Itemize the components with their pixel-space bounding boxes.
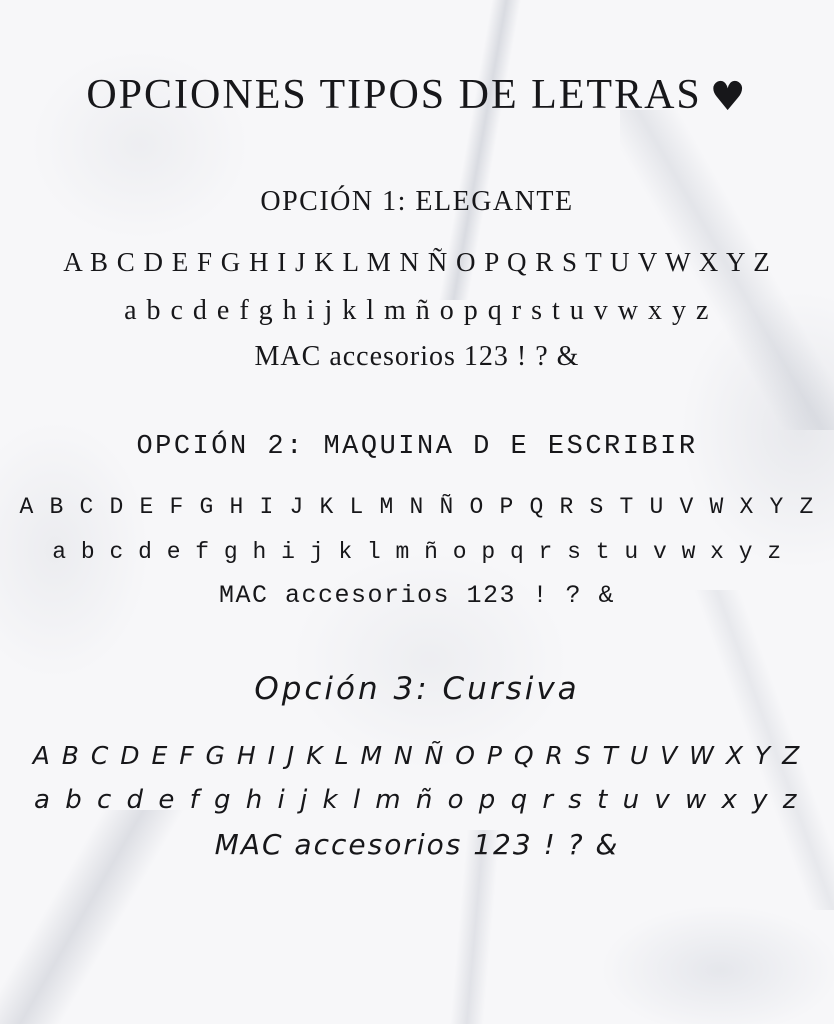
uppercase-alphabet-elegante: A B C D E F G H I J K L M N Ñ O P Q R S T U V W X Y Z [63, 247, 771, 277]
sample-text-cursiva: MAC accesorios 123 ! ? & [214, 827, 620, 861]
lowercase-alphabet-maquina: a b c d e f g h i j k l m ñ o p q r s t u v w x y z [52, 539, 782, 566]
uppercase-alphabet-cursiva: A B C D E F G H I J K L M N Ñ O P Q R S T U V W X Y Z [32, 740, 802, 770]
section-maquina-de-escribir [0, 432, 834, 611]
page-title [0, 0, 834, 122]
section-heading-elegante: OPCIÓN 1: ELEGANTE [260, 186, 574, 217]
uppercase-alphabet-maquina: A B C D E F G H I J K L M N Ñ O P Q R S T U V W X Y Z [19, 493, 815, 520]
page-title-text: OPCIONES TIPOS DE LETRAS [86, 72, 702, 118]
section-heading-maquina: OPCIÓN 2: MAQUINA D E ESCRIBIR [136, 431, 698, 462]
sample-text-elegante: MAC accesorios 123 ! ? & [254, 340, 580, 372]
section-cursiva [0, 671, 834, 862]
lowercase-alphabet-elegante: a b c d e f g h i j k l m ñ o p q r s t u v w x y z [124, 295, 710, 327]
sample-text-maquina: MAC accesorios 123 ! ? & [218, 580, 616, 610]
section-heading-cursiva: Opción 3: Cursiva [254, 670, 580, 707]
section-elegante [0, 186, 834, 374]
lowercase-alphabet-cursiva: a b c d e f g h i j k l m ñ o p q r s t u v w x y z [34, 784, 800, 815]
heart-icon: ♥ [709, 74, 748, 120]
